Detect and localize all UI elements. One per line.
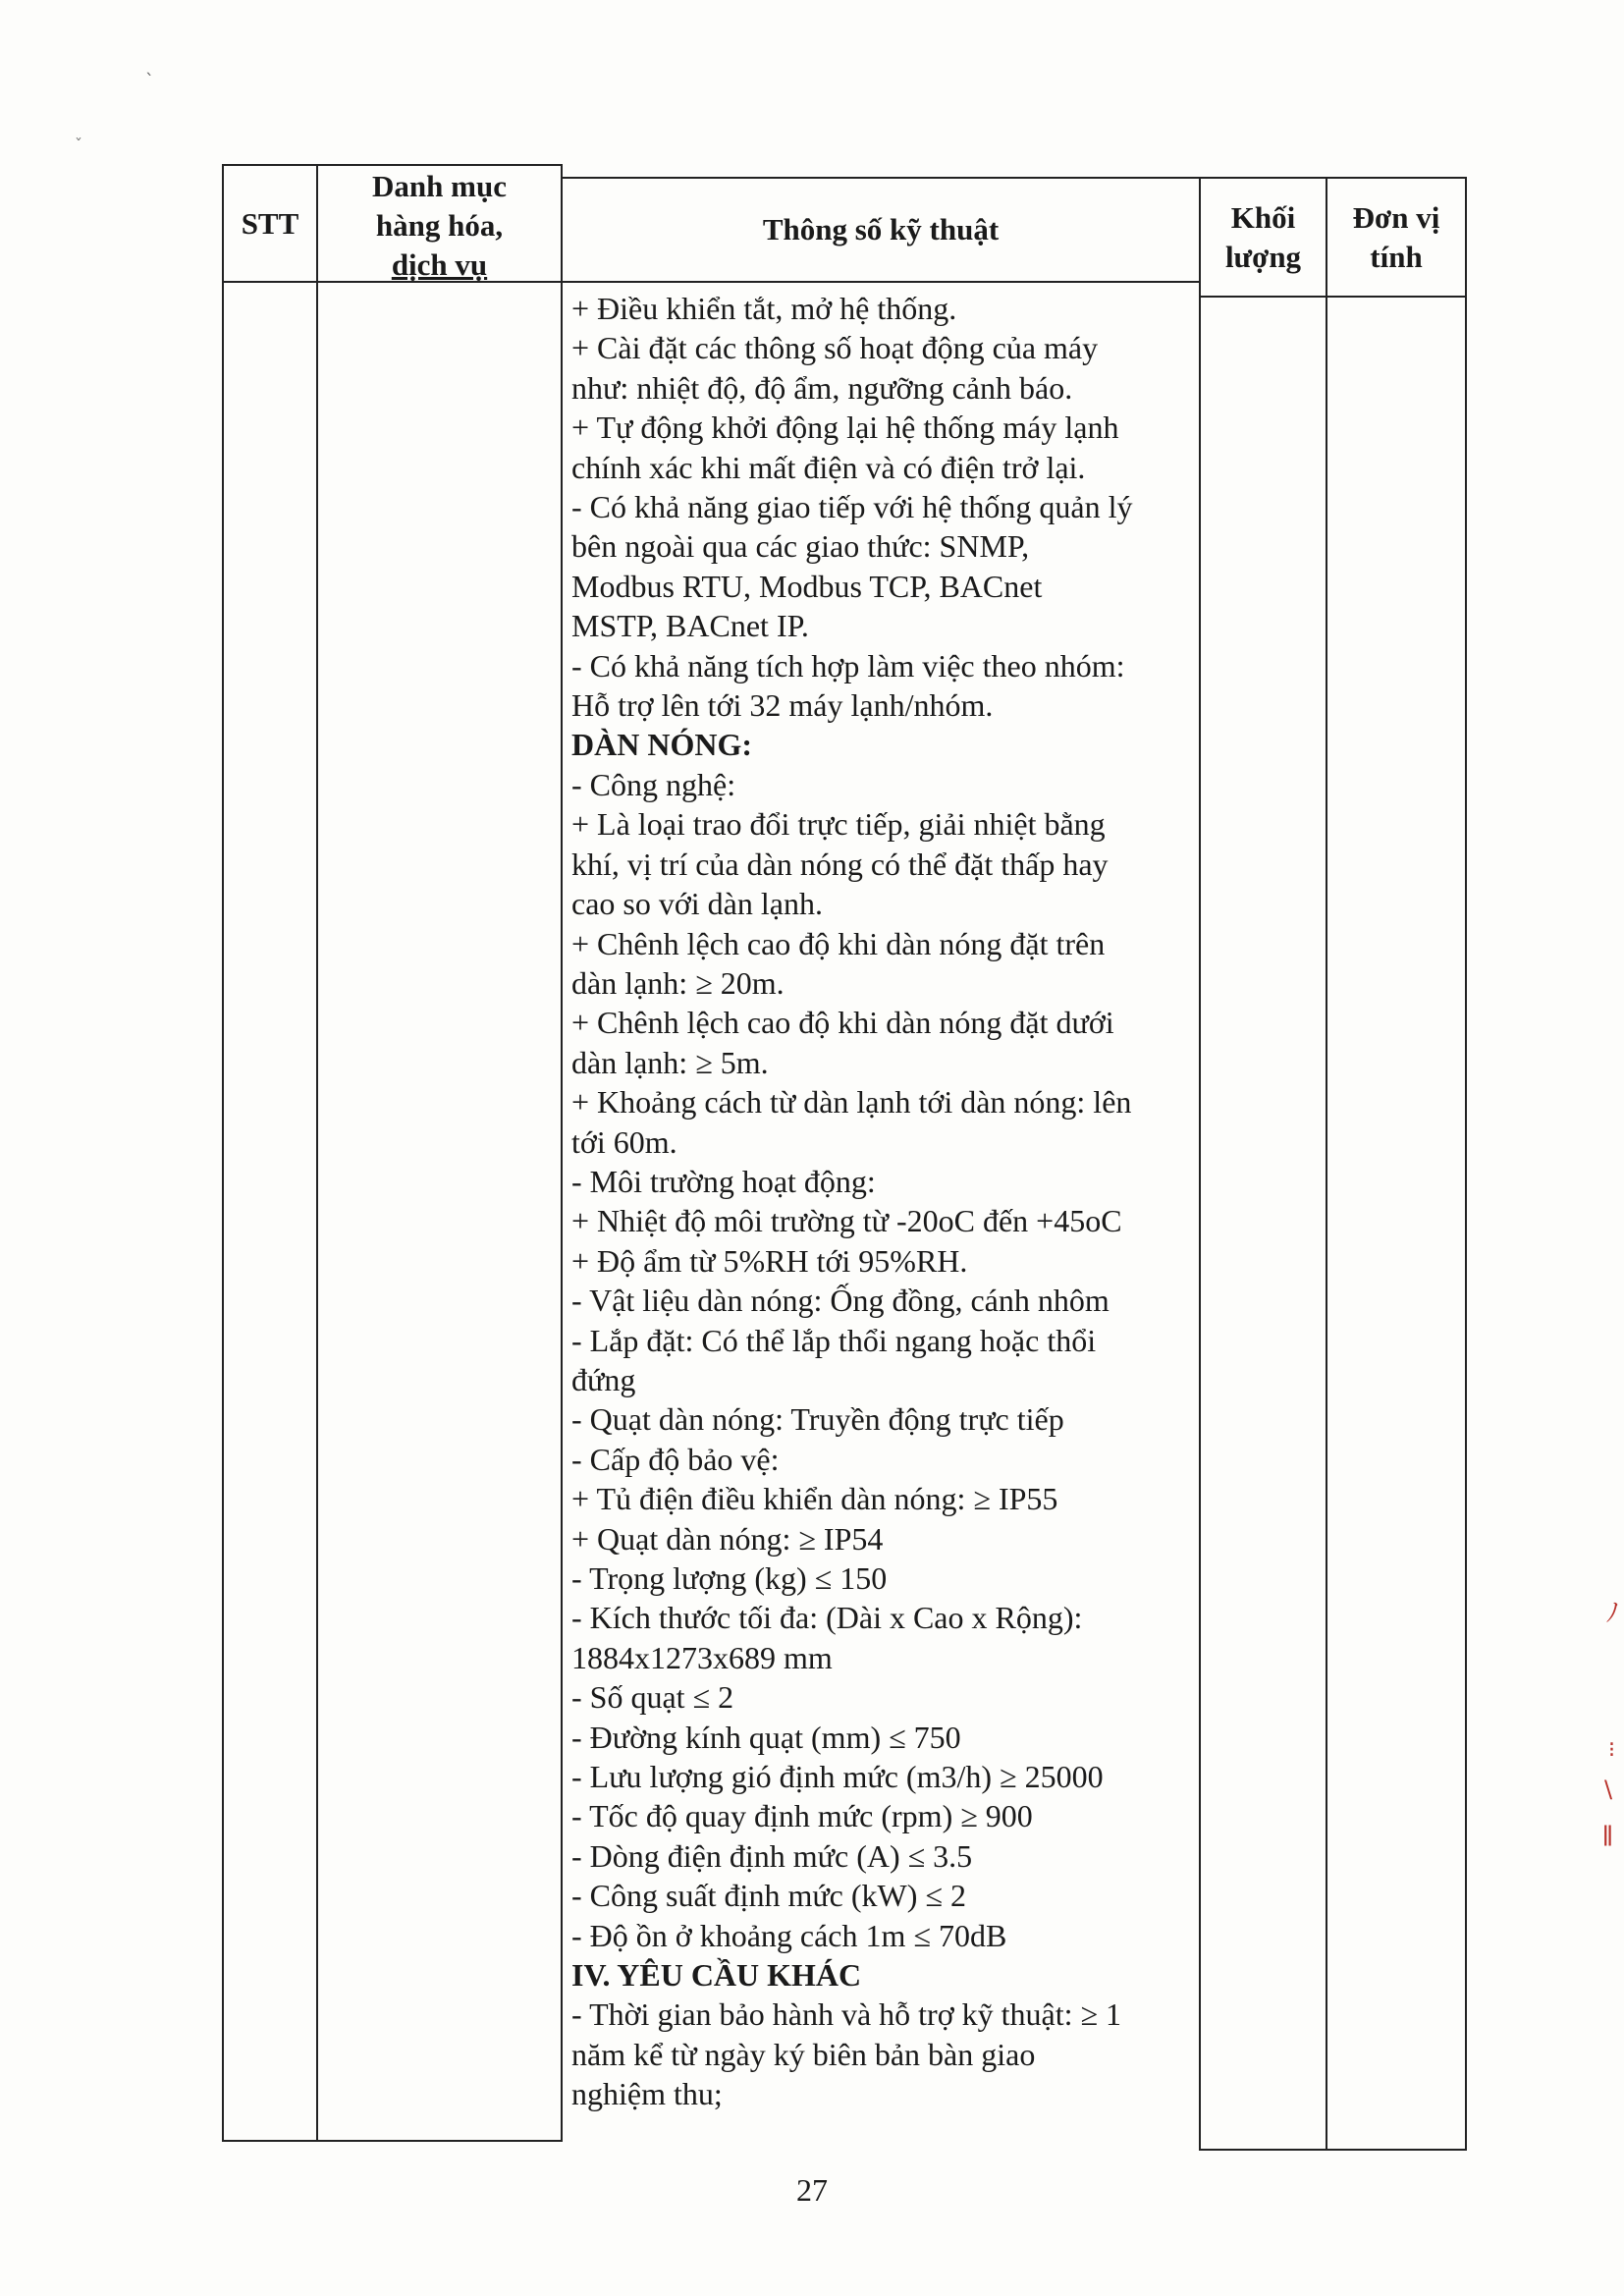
scan-mark-top-left: ˋ (145, 71, 154, 91)
spec-line: + Chênh lệch cao độ khi dàn nóng đặt dưới (571, 1005, 1114, 1041)
spec-line: + Nhiệt độ môi trường từ -20oC đến +45oC (571, 1203, 1122, 1239)
spec-line: - Quạt dàn nóng: Truyền động trực tiếp (571, 1401, 1064, 1438)
spec-line: Hỗ trợ lên tới 32 máy lạnh/nhóm. (571, 687, 994, 724)
spec-line: dàn lạnh: ≥ 20m. (571, 964, 785, 1001)
spec-line: - Công suất định mức (kW) ≤ 2 (571, 1878, 966, 1914)
red-pen-mark-2: ⁝ (1608, 1738, 1615, 1763)
spec-line: cao so với dàn lạnh. (571, 886, 823, 922)
red-pen-mark-1: ﾉ (1606, 1599, 1620, 1628)
spec-line: - Vật liệu dàn nóng: Ống đồng, cánh nhôm (571, 1283, 1110, 1319)
spec-line: 1884x1273x689 mm (571, 1639, 833, 1675)
header-stt-label: STT (241, 205, 299, 241)
spec-table (222, 164, 1467, 2142)
header-unit-line-1: Đơn vị (1352, 199, 1440, 235)
spec-line: - Đường kính quạt (mm) ≤ 750 (571, 1719, 961, 1755)
header-quantity (1201, 179, 1326, 296)
spec-line: dàn lạnh: ≥ 5m. (571, 1044, 769, 1080)
spec-line: - Lưu lượng gió định mức (m3/h) ≥ 25000 (571, 1759, 1104, 1795)
spec-line: - Dòng điện định mức (A) ≤ 3.5 (571, 1837, 973, 1874)
spec-line: chính xác khi mất điện và có điện trở lại. (571, 449, 1086, 485)
spec-section-heading: IV. YÊU CẦU KHÁC (571, 1957, 862, 1994)
scan-mark-left: ˇ (75, 136, 82, 154)
spec-line: + Chênh lệch cao độ khi dàn nóng đặt trên (571, 925, 1106, 961)
table-bottom-border-left (222, 2140, 562, 2142)
spec-line: Modbus RTU, Modbus TCP, BACnet (571, 568, 1043, 604)
header-unit-line-2: tính (1370, 239, 1423, 274)
spec-line: - Độ ồn ở khoảng cách 1m ≤ 70dB (571, 1917, 1007, 1953)
spec-line: + Quạt dàn nóng: ≥ IP54 (571, 1520, 884, 1557)
header-category-line-3: dịch vụ (391, 246, 488, 282)
spec-line: - Trọng lượng (kg) ≤ 150 (571, 1560, 888, 1596)
spec-line: MSTP, BACnet IP. (571, 608, 809, 644)
header-category-line-1: Danh mục (372, 168, 507, 203)
header-category (318, 170, 561, 281)
header-specs (563, 179, 1199, 281)
spec-line: tới 60m. (571, 1123, 677, 1160)
page-number: 27 (796, 2172, 828, 2208)
header-stt (224, 166, 316, 281)
spec-section-heading: DÀN NÓNG: (571, 727, 752, 763)
spec-line: như: nhiệt độ, độ ẩm, ngưỡng cảnh báo. (571, 369, 1073, 406)
spec-line: - Có khả năng tích hợp làm việc theo nhóm: (571, 647, 1125, 683)
col-border-0 (222, 164, 224, 2142)
col-border-5 (1465, 177, 1467, 2151)
spec-line: nghiệm thu; (571, 2076, 723, 2112)
header-quantity-line-2: lượng (1224, 239, 1302, 274)
red-pen-mark-3: \ (1604, 1776, 1613, 1803)
spec-line: - Kích thước tối đa: (Dài x Cao x Rộng): (571, 1600, 1083, 1636)
col-border-1 (316, 164, 318, 2142)
header-bottom-border-mid (562, 281, 1200, 283)
spec-line: - Môi trường hoạt động: (571, 1163, 876, 1199)
spec-line: + Tự động khởi động lại hệ thống máy lạnh (571, 410, 1119, 446)
spec-line: - Tốc độ quay định mức (rpm) ≥ 900 (571, 1798, 1033, 1834)
table-bottom-border-right (1200, 2149, 1467, 2151)
header-category-line-2: hàng hóa, (375, 207, 504, 243)
spec-line: năm kể từ ngày ký biên bản bàn giao (571, 2036, 1036, 2072)
red-pen-mark-4: ǁ (1602, 1823, 1613, 1847)
spec-line: - Công nghệ: (571, 766, 736, 802)
spec-line: - Lắp đặt: Có thể lắp thổi ngang hoặc thổi (571, 1322, 1097, 1358)
spec-line: + Khoảng cách từ dàn lạnh tới dàn nóng: lên (571, 1084, 1132, 1121)
spec-line: khí, vị trí của dàn nóng có thể đặt thấp hay (571, 846, 1109, 882)
spec-line: - Số quạt ≤ 2 (571, 1679, 734, 1716)
spec-line: + Điều khiển tắt, mở hệ thống. (571, 291, 957, 326)
spec-line: - Có khả năng giao tiếp với hệ thống quản lý (571, 489, 1133, 525)
spec-line: - Thời gian bảo hành và hỗ trợ kỹ thuật: ≥ 1 (571, 1996, 1122, 2033)
spec-line: + Cài đặt các thông số hoạt động của máy (571, 330, 1099, 366)
col-border-2 (561, 164, 563, 2142)
spec-text-cell (571, 289, 1426, 2114)
header-quantity-line-1: Khối (1230, 199, 1296, 235)
spec-line: đứng (571, 1361, 636, 1397)
spec-line: - Cấp độ bảo vệ: (571, 1441, 780, 1477)
spec-line: + Tủ điện điều khiển dàn nóng: ≥ IP55 (571, 1481, 1058, 1517)
spec-line: + Độ ẩm từ 5%RH tới 95%RH. (571, 1242, 968, 1279)
header-specs-label: Thông số kỹ thuật (762, 212, 1000, 246)
spec-line: + Là loại trao đổi trực tiếp, giải nhiệt bằng (571, 806, 1106, 843)
header-unit (1327, 179, 1465, 296)
spec-line: bên ngoài qua các giao thức: SNMP, (571, 528, 1030, 565)
